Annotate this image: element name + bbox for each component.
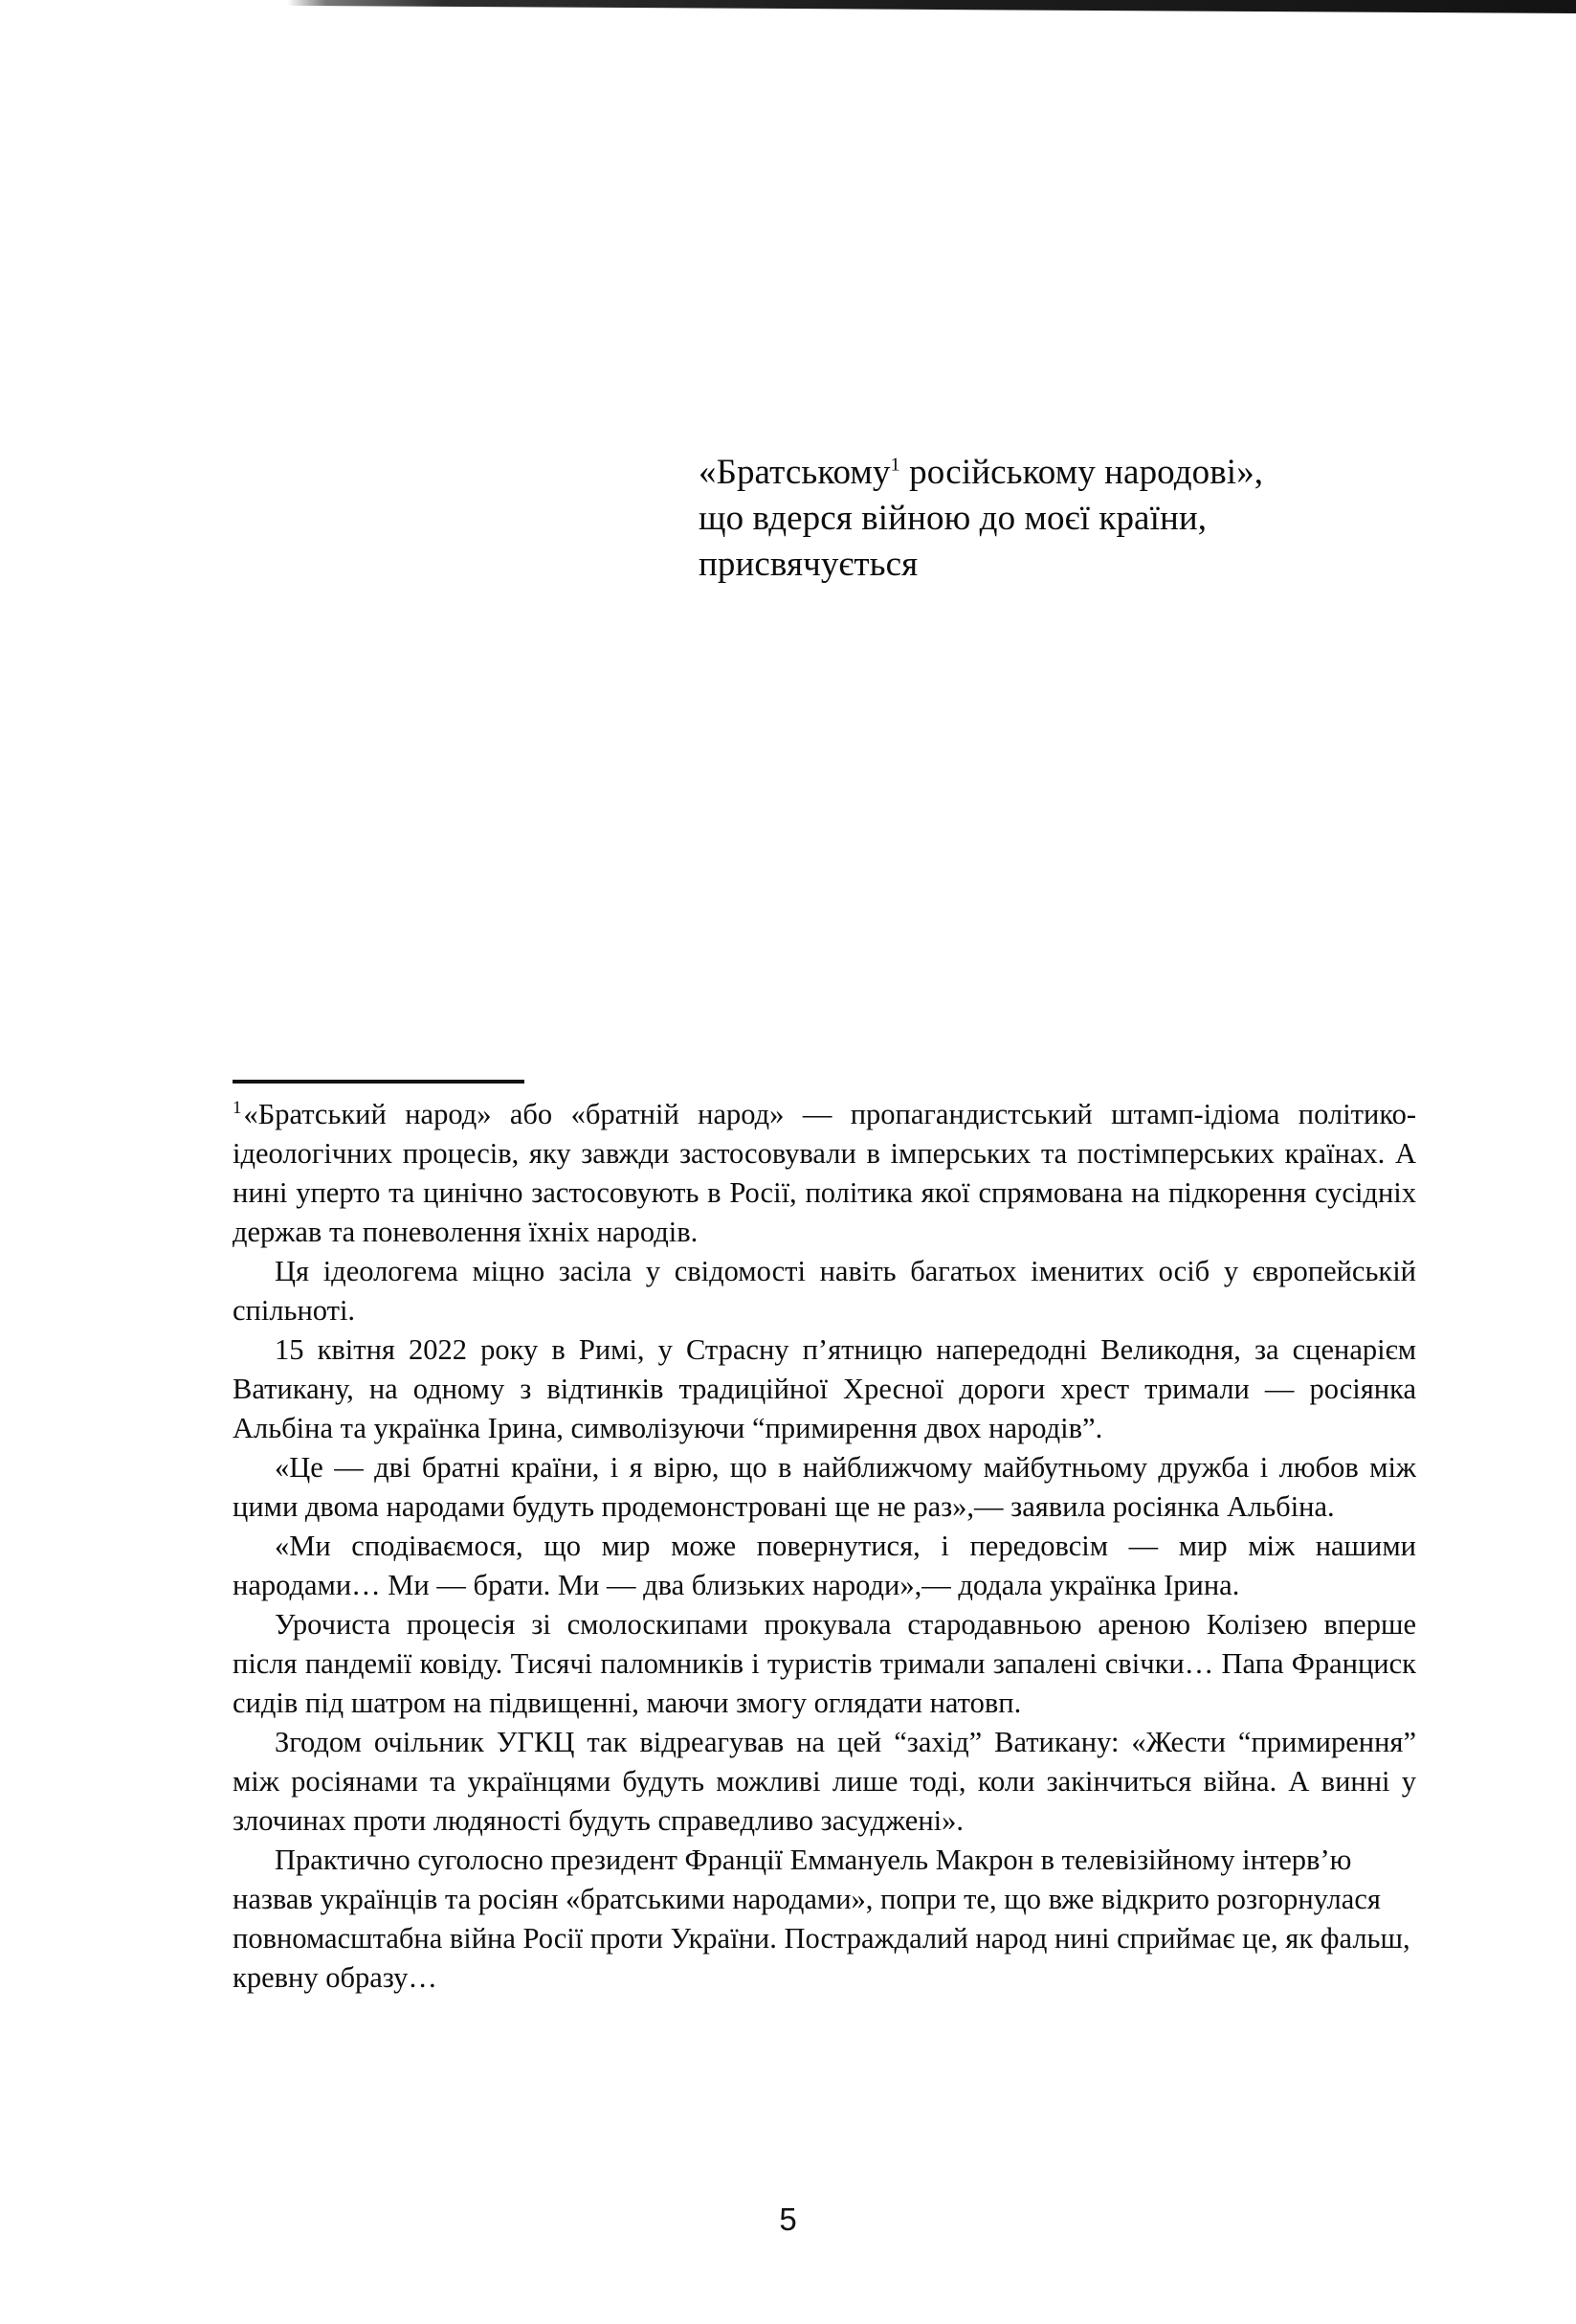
footnote-number-marker: 1	[233, 1097, 242, 1118]
footnote-paragraph	[233, 1448, 1416, 1527]
footnote-paragraph-text: «Це — дві братні країни, і я вірю, що в найближчому майбутньому дружба і любов між цими двома народами будуть продемонстровані ще не раз»,— заявила росіянка Альбіна.	[233, 1451, 1416, 1524]
footnote-paragraph	[233, 1841, 1416, 1998]
footnote-paragraph-text: Згодом очільник УГКЦ так відреагував на цей “захід” Ватикану: «Жести “примирення” між росіянами та українцями будуть можливі лише тоді, коли закінчиться війна. А винні у злочинах проти людяності будуть справедливо засуджені».	[233, 1726, 1416, 1838]
footnote-paragraph-text: Урочиста процесія зі смолоскипами прокувала стародавньою ареною Колізею вперше після пандемії ковіду. Тисячі паломників і туристів тримали запалені свічки… Папа Франциск сидів під шатром на підвищенні, маючи змогу оглядати натовп.	[233, 1608, 1416, 1720]
footnote-paragraph	[233, 1252, 1416, 1330]
footnote-paragraph	[233, 1723, 1416, 1841]
page-number: 5	[779, 2201, 797, 2237]
scan-edge-shadow	[287, 0, 1576, 13]
epigraph-line-2: що вдерся війною до моєї країни,	[699, 499, 1208, 539]
footnote-paragraph-text: «Ми сподіваємося, що мир може повернутися, і передовсім — мир між нашими народами… Ми — брати. Ми — два близьких народи»,— додала українка Ірина.	[233, 1530, 1416, 1602]
footnote-paragraph-text: «Братський народ» або «братній народ» — пропагандистський штамп-ідіома політико-ідеологічних процесів, яку завжди застосовували в імперських та постімперських країнах. А нині уперто та цинічно застосовують в Росії, політика якої спрямована на підкорення сусідніх держав та поневолення їхніх народів.	[233, 1098, 1416, 1249]
footnote-separator-rule	[233, 1080, 524, 1084]
epigraph-line-1-prefix: «Братському	[699, 453, 891, 492]
epigraph-line-1-suffix: російському народові»,	[899, 453, 1264, 492]
footnote-paragraph-text: Практично суголосно президент Франції Еммануель Макрон в телевізійному інтерв’ю назвав українців та росіян «братськими народами», попри те, що вже відкрито розгорнулася повномасштабна війна Росії проти України. Постраждалий народ нині сприймає це, як фальш, кревну образу…	[233, 1844, 1410, 1995]
footnote-paragraph	[233, 1527, 1416, 1605]
epigraph-dedication	[699, 450, 1387, 588]
footnote-paragraph	[233, 1330, 1416, 1448]
footnote-text	[233, 1095, 1416, 1998]
epigraph-line-1	[699, 450, 1387, 496]
footnote-block	[233, 1080, 1416, 1998]
footnote-paragraph	[233, 1095, 1416, 1252]
epigraph-line-3: присвячується	[699, 545, 919, 585]
footnote-paragraph-text: 15 квітня 2022 року в Римі, у Страсну п’ятницю напередодні Великодня, за сценарієм Ватикану, на одному з відтинків традиційної Хресної дороги хрест тримали — росіянка Альбіна та українка Ірина, символізуючи “примирення двох народів”.	[233, 1333, 1416, 1445]
footnote-reference-marker: 1	[890, 454, 900, 476]
footnote-paragraph	[233, 1605, 1416, 1723]
footnote-paragraph-text: Ця ідеологема міцно засіла у свідомості навіть багатьох іменитих осіб у європейській спільноті.	[233, 1255, 1416, 1328]
